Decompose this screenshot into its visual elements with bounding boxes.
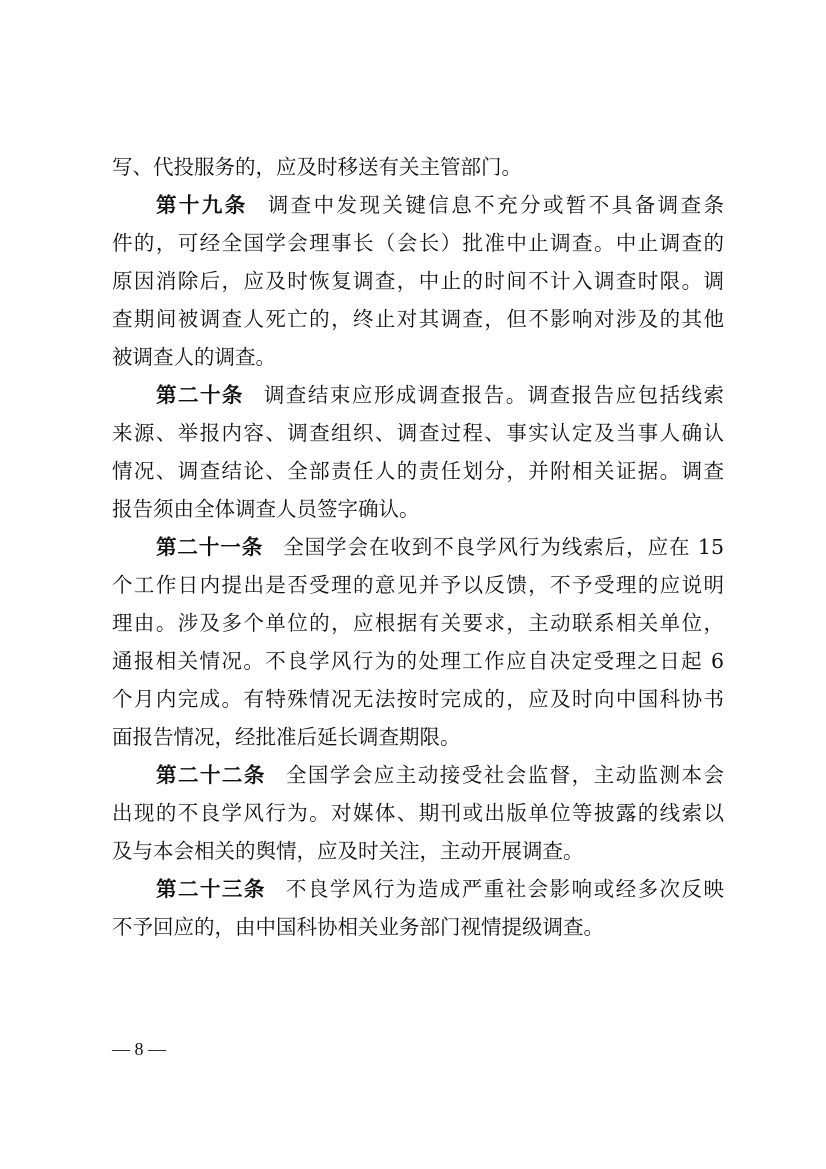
article-text: 调查中发现关键信息不充分或暂不具备调查条 (267, 193, 725, 217)
text-line: 不予回应的，由中国科协相关业务部门视情提级调查。 (112, 915, 604, 939)
text-line: 出现的不良学风行为。对媒体、期刊或出版单位等披露的线索以 (112, 801, 724, 825)
article-heading: 第十九条 (156, 193, 248, 217)
article-20-first-line (112, 376, 724, 414)
text-line: 情况、调查结论、全部责任人的责任划分，并附相关证据。调查 (112, 459, 724, 483)
text-line: 报告须由全体调查人员签字确认。 (112, 497, 420, 521)
article-19-first-line (112, 186, 724, 224)
text-line: 及与本会相关的舆情，应及时关注，主动开展调查。 (112, 839, 584, 863)
article-21-first-line (112, 528, 724, 566)
article-heading: 第二十三条 (156, 877, 266, 901)
text-line: 被调查人的调查。 (112, 345, 276, 369)
article-heading: 第二十条 (156, 383, 244, 407)
page-number: — 8 — (112, 1039, 166, 1059)
text-line: 原因消除后，应及时恢复调查，中止的时间不计入调查时限。调 (112, 269, 724, 293)
article-text: 调查结束应形成调查报告。调查报告应包括线索 (263, 383, 725, 407)
article-heading: 第二十一条 (156, 535, 264, 559)
text-line: 个工作日内提出是否受理的意见并予以反馈，不予受理的应说明 (112, 573, 724, 597)
text-line: 面报告情况，经批准后延长调查期限。 (112, 725, 461, 749)
article-text: 不良学风行为造成严重社会影响或经多次反映 (285, 877, 725, 901)
text-line: 件的，可经全国学会理事长（会长）批准中止调查。中止调查的 (112, 231, 724, 255)
text-line: 写、代投服务的，应及时移送有关主管部门。 (112, 155, 522, 179)
text-line: 个月内完成。有特殊情况无法按时完成的，应及时向中国科协书 (112, 687, 724, 711)
article-text: 全国学会应主动接受社会监督，主动监测本会 (285, 763, 725, 787)
article-23-first-line (112, 870, 724, 908)
text-line: 查期间被调查人死亡的，终止对其调查，但不影响对涉及的其他 (112, 307, 724, 331)
document-body (112, 148, 724, 946)
text-line: 理由。涉及多个单位的，应根据有关要求，主动联系相关单位， (112, 611, 724, 635)
text-line: 通报相关情况。不良学风行为的处理工作应自决定受理之日起 6 (112, 649, 724, 673)
article-heading: 第二十二条 (156, 763, 266, 787)
text-line: 来源、举报内容、调查组织、调查过程、事实认定及当事人确认 (112, 421, 724, 445)
article-22-first-line (112, 756, 724, 794)
article-text: 全国学会在收到不良学风行为线索后，应在 15 (283, 535, 725, 559)
